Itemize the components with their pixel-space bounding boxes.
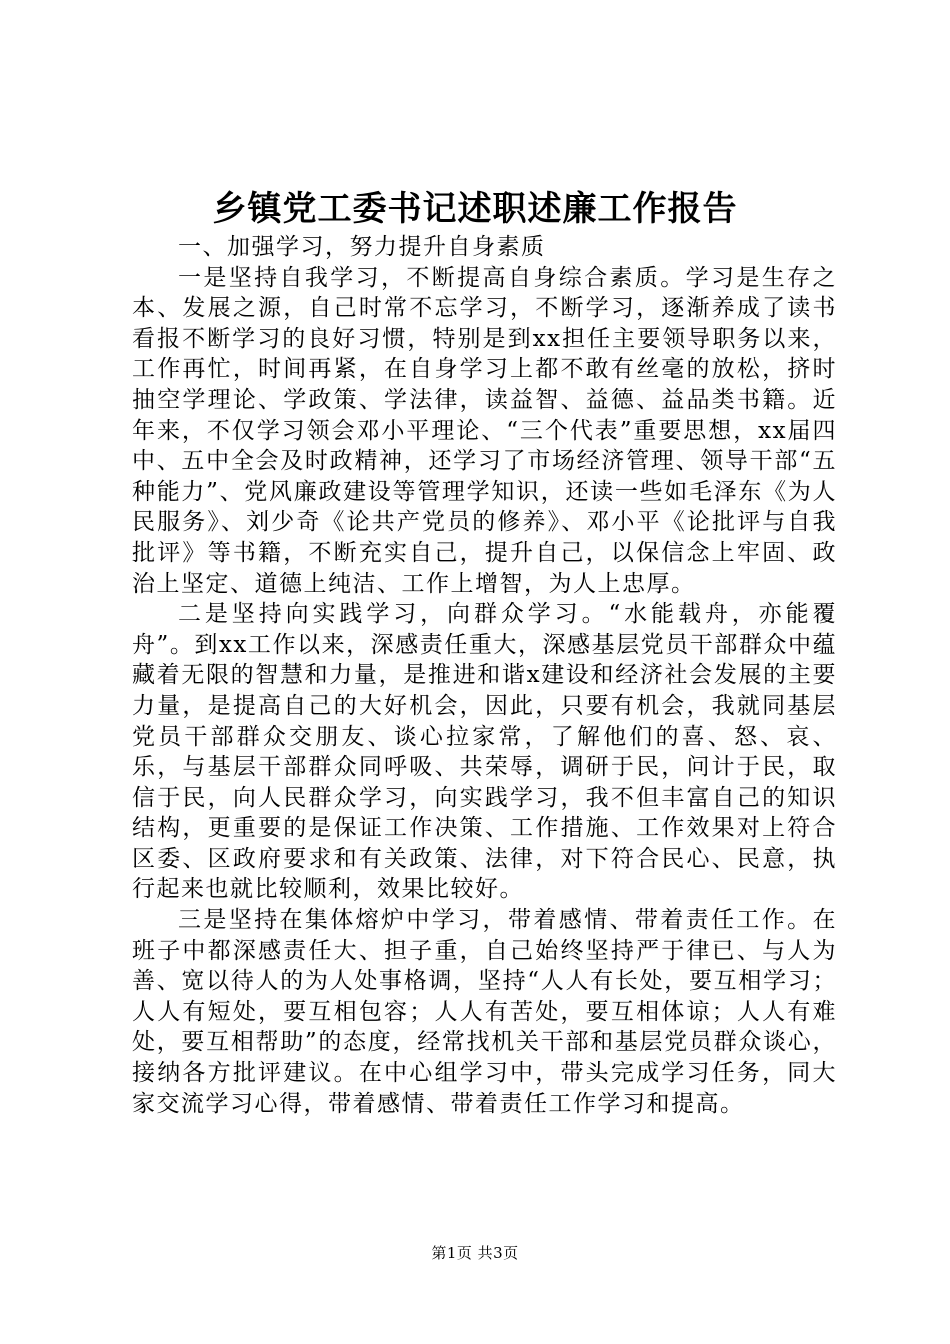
section-heading: 一、加强学习，努力提升自身素质 <box>178 234 546 260</box>
document-body <box>132 232 837 1119</box>
page-footer: 第1页 共3页 <box>431 1244 519 1262</box>
paragraph-3: 三是坚持在集体熔炉中学习，带着感情、带着责任工作。在班子中都深感责任大、担子重，自己始终坚持严于律已、与人为善、宽以待人的为人处事格调，坚持“人人有长处，要互相学习；人人有短处，要互相包容；人人有苦处，要互相体谅；人人有难处，要互相帮助”的态度，经常找机关干部和基层党员群众谈心，接纳各方批评建议。在中心组学习中，带头完成学习任务，同大家交流学习心得，带着感情、带着责任工作学习和提高。 <box>132 907 837 1117</box>
document-title: 乡镇党工委书记述职述廉工作报告 <box>212 189 738 229</box>
paragraph-2: 二是坚持向实践学习，向群众学习。“水能载舟，亦能覆舟”。到xx工作以来，深感责任重大，深感基层党员干部群众中蕴藏着无限的智慧和力量，是推进和谐x建设和经济社会发展的主要力量，是提高自己的大好机会，因此，只要有机会，我就同基层党员干部群众交朋友、谈心拉家常，了解他们的喜、怒、哀、乐，与基层干部群众同呼吸、共荣辱，调研于民，问计于民，取信于民，向人民群众学习，向实践学习，我不但丰富自己的知识结构，更重要的是保证工作决策、工作措施、工作效果对上符合区委、区政府要求和有关政策、法律，对下符合民心、民意，执行起来也就比较顺利，效果比较好。 <box>132 601 837 903</box>
paragraph-1: 一是坚持自我学习，不断提高自身综合素质。学习是生存之本、发展之源，自己时常不忘学习，不断学习，逐渐养成了读书看报不断学习的良好习惯，特别是到xx担任主要领导职务以来，工作再忙，时间再紧，在自身学习上都不敢有丝毫的放松，挤时抽空学理论、学政策、学法律，读益智、益德、益品类书籍。近年来，不仅学习领会邓小平理论、“三个代表”重要思想，xx届四中、五中全会及时政精神，还学习了市场经济管理、领导干部“五种能力”、党风廉政建设等管理学知识，还读一些如毛泽东《为人民服务》、刘少奇《论共产党员的修养》、邓小平《论批评与自我批评》等书籍，不断充实自己，提升自己，以保信念上牢固、政治上坚定、道德上纯洁、工作上增智，为人上忠厚。 <box>132 264 837 597</box>
